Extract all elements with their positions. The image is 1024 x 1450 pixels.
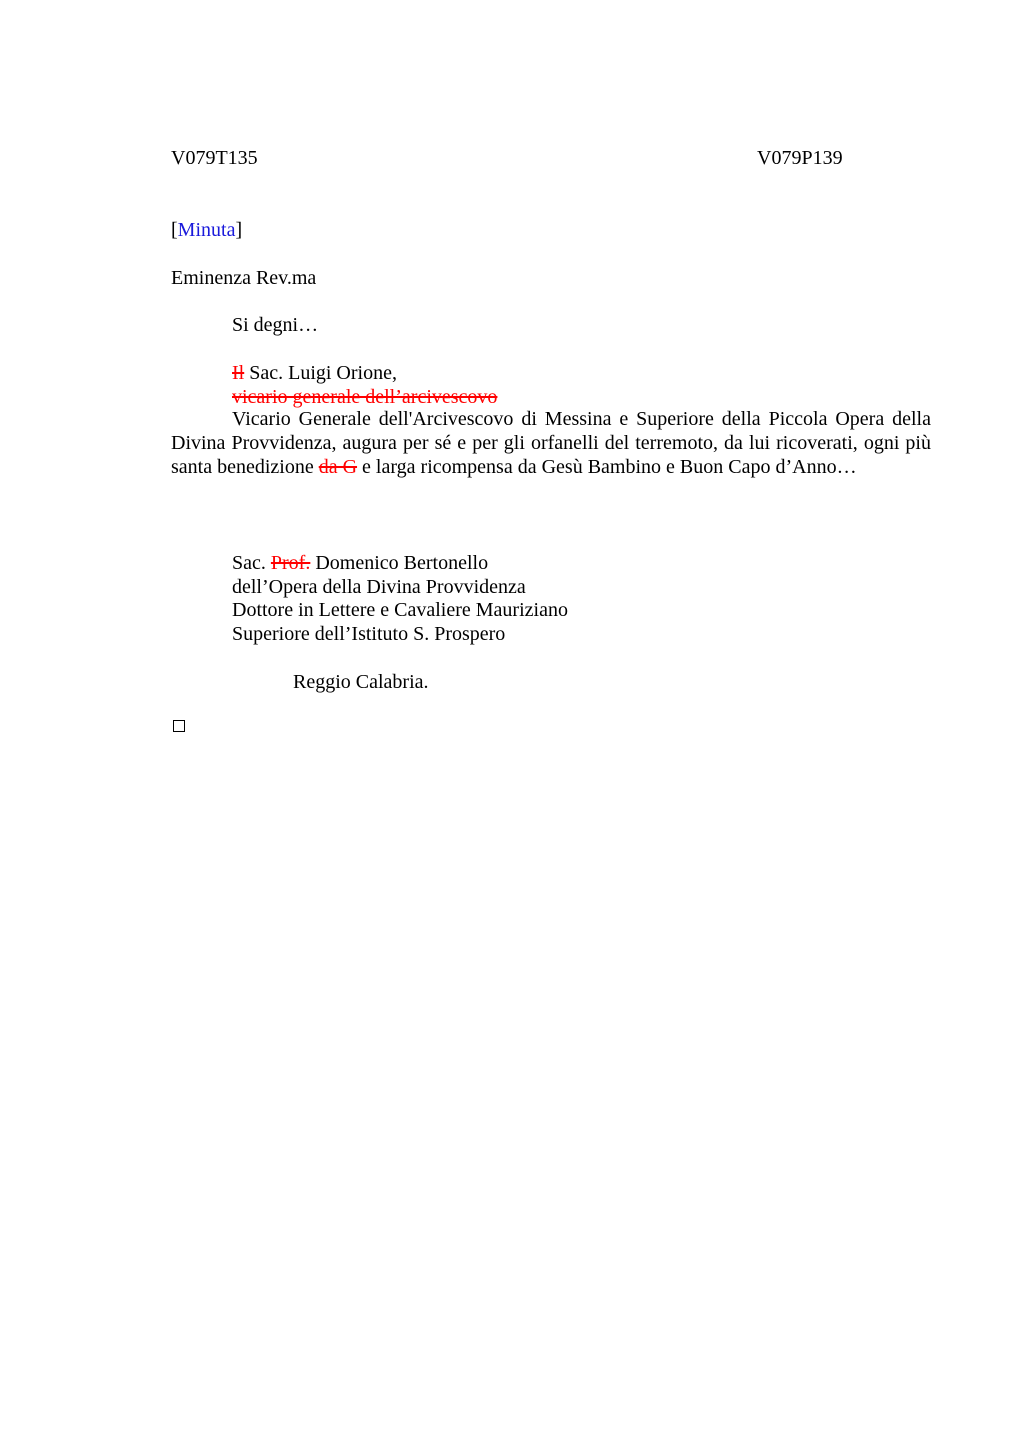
recipient-line-2: dell’Opera della Divina Provvidenza xyxy=(232,576,526,598)
recipient-line-1 xyxy=(232,551,488,575)
body-text-part1: Vicario Generale dell'Arcivescovo di Messina e Superiore della Piccola Opera della Divina Provvidenza, augura per sé e per gli orfanelli del terremoto, da lui ricoverati, ogni più santa benedizione xyxy=(171,408,931,478)
header-right-code: V079P139 xyxy=(757,147,843,169)
recipient-line-3: Dottore in Lettere e Cavaliere Mauriziano xyxy=(232,599,568,621)
recipient-name: Domenico Bertonello xyxy=(310,552,489,574)
minuta-open-bracket: [ xyxy=(171,219,178,241)
header-left-code: V079T135 xyxy=(171,147,258,169)
body-paragraph xyxy=(171,407,931,479)
minuta-close-bracket: ] xyxy=(235,219,243,241)
recipient-deleted-title: Prof. xyxy=(270,552,311,574)
recipient-city: Reggio Calabria. xyxy=(293,671,429,693)
deleted-word: Il xyxy=(232,362,245,384)
sender-name: Sac. Luigi Orione, xyxy=(244,362,397,384)
si-degni-text: Si degni… xyxy=(232,314,319,336)
recipient-line-4: Superiore dell’Istituto S. Prospero xyxy=(232,623,506,645)
sender-line xyxy=(232,361,397,385)
minuta-label xyxy=(171,218,242,242)
minuta-link: Minuta xyxy=(177,219,236,241)
body-deleted-text: da G xyxy=(318,456,358,478)
body-text-part2: e larga ricompensa da Gesù Bambino e Buon Capo d’Anno… xyxy=(357,456,857,478)
recipient-title: Sac. xyxy=(232,552,271,574)
deleted-line: vicario generale dell’arcivescovo xyxy=(232,386,498,408)
salutation: Eminenza Rev.ma xyxy=(171,267,317,289)
empty-box-icon xyxy=(173,720,185,732)
